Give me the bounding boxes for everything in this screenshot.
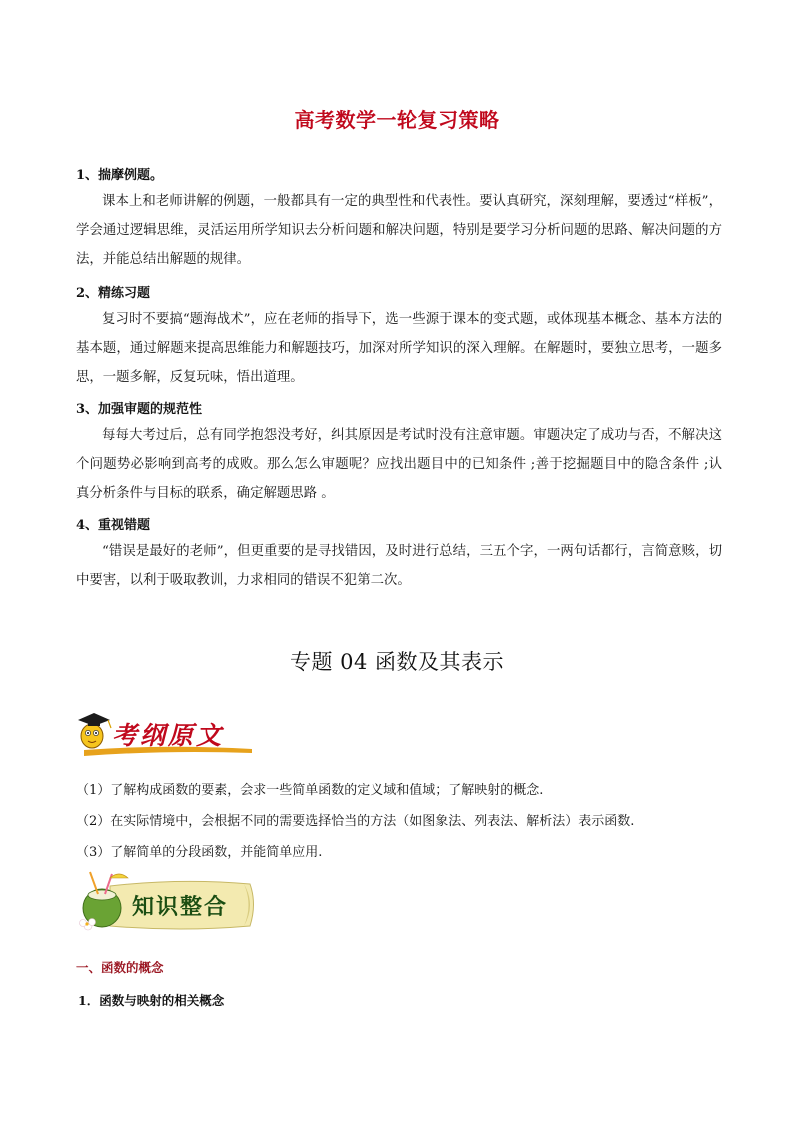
topic-title: 专题 04 函数及其表示 [289,650,505,674]
section-2-body: 复习时不要搞“题海战术”，应在老师的指导下，选一些源于课本的变式题，或体现基本概念、基本方法的基本题，通过解题来提高思维能力和解题技巧，加深对所学知识的深入理解。在解题时，要独立思考，一题多思，一题多解，反复玩味，悟出道理。 [76,312,722,385]
section-2-heading: 2、精练习题 [76,286,151,301]
knowledge-banner [70,868,260,940]
section-4-body: “错误是最好的老师”，但更重要的是寻找错因，及时进行总结，三五个字，一两句话都行，言简意赅，切中要害，以利于吸取教训，力求相同的错误不犯第二次。 [76,544,722,588]
outline-banner-text: 考纲原文 [112,721,225,750]
outline-item-3: （3）了解简单的分段函数，并能简单应用. [76,845,323,860]
knowledge-section-heading: 一、函数的概念 [76,960,164,975]
knowledge-banner-text: 知识整合 [132,894,229,920]
knowledge-subheading: 1．函数与映射的相关概念 [78,993,225,1008]
outline-item-1: （1）了解构成函数的要素，会求一些简单函数的定义域和值域；了解映射的概念. [76,783,544,798]
section-1-body: 课本上和老师讲解的例题，一般都具有一定的典型性和代表性。要认真研究，深刻理解，要透过“样板”，学会通过逻辑思维，灵活运用所学知识去分析问题和解决问题，特别是要学习分析问题的思路、解决问题的方法，并能总结出解题的规律。 [76,194,722,267]
main-title: 高考数学一轮复习策略 [294,108,500,132]
outline-banner [70,700,260,762]
section-1-heading: 1、揣摩例题。 [76,168,164,183]
section-4-heading: 4、重视错题 [76,518,151,533]
section-3-body: 每每大考过后，总有同学抱怨没考好，纠其原因是考试时没有注意审题。审题决定了成功与否，不解决这个问题势必影响到高考的成败。那么怎么审题呢？应找出题目中的已知条件 ;善于挖掘题目中的隐含条件 ;认真分析条件与目标的联系，确定解题思路 。 [76,428,722,501]
outline-item-2: （2）在实际情境中，会根据不同的需要选择恰当的方法（如图象法、列表法、解析法）表示函数. [76,814,635,829]
section-3-heading: 3、加强审题的规范性 [76,402,203,417]
